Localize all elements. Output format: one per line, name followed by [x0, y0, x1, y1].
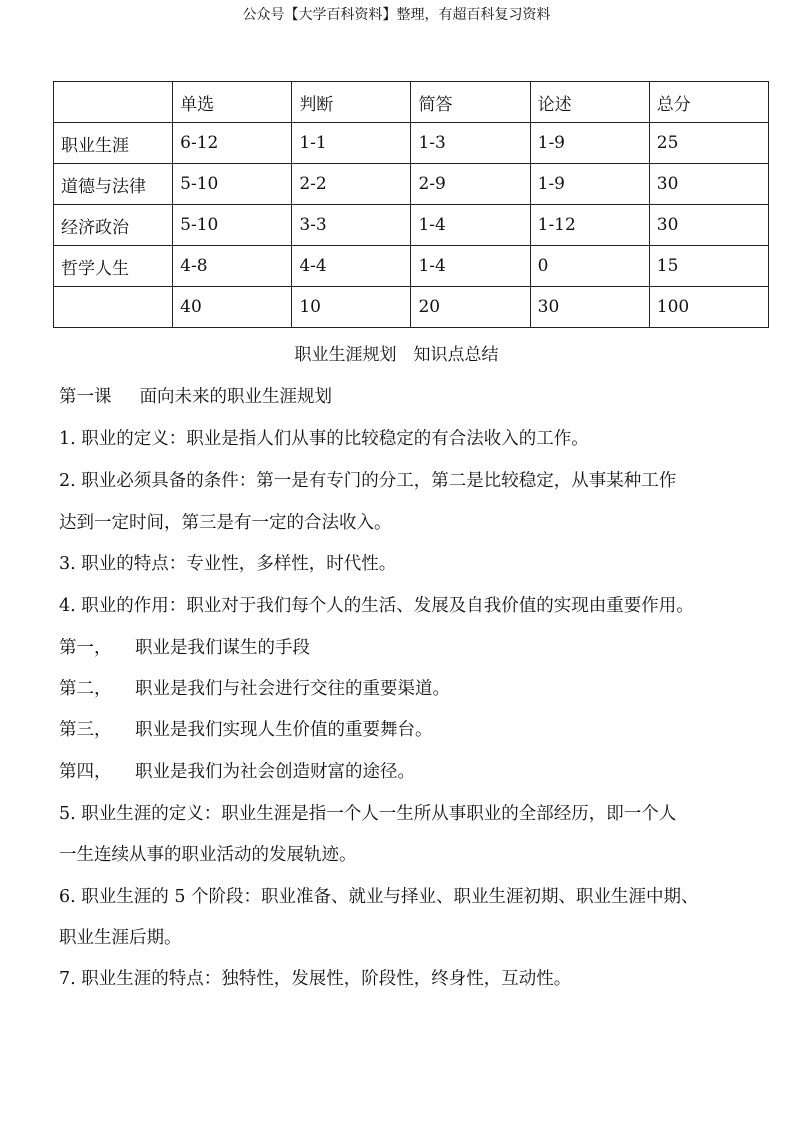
paragraph-line: 7. 职业生涯的特点：独特性，发展性，阶段性，终身性，互动性。	[59, 969, 572, 989]
page-header: 公众号【大学百科资料】整理，有超百科复习资料	[242, 7, 551, 23]
table-cell: 4-8	[173, 246, 292, 287]
paragraph-line: 2. 职业必须具备的条件：第一是有专门的分工，第二是比较稳定，从事某种工作	[59, 471, 677, 491]
table-cell: 1-4	[411, 205, 530, 246]
paragraph-line: 达到一定时间，第三是有一定的合法收入。	[59, 513, 392, 533]
paragraph-line: 5. 职业生涯的定义：职业生涯是指一个人一生所从事职业的全部经历，即一个人	[59, 804, 677, 824]
table-row	[54, 246, 769, 287]
table-header-cell: 判断	[292, 82, 411, 123]
paragraph-line: 6. 职业生涯的 5 个阶段：职业准备、就业与择业、职业生涯初期、职业生涯中期、	[59, 887, 699, 907]
sub-point-label: 第四，	[59, 762, 112, 782]
table-cell: 100	[649, 287, 768, 328]
table-cell: 6-12	[173, 123, 292, 164]
table-cell: 1-4	[411, 246, 530, 287]
sub-point-label: 第三，	[59, 720, 112, 740]
table-row	[54, 123, 769, 164]
table-header-cell	[54, 82, 173, 123]
table-cell: 25	[649, 123, 768, 164]
table-cell: 20	[411, 287, 530, 328]
sub-point-text: 职业是我们与社会进行交往的重要渠道。	[135, 679, 450, 699]
table-cell: 30	[530, 287, 649, 328]
table-cell: 1-3	[411, 123, 530, 164]
table-row	[54, 205, 769, 246]
table-cell: 道德与法律	[54, 164, 173, 205]
table-cell: 15	[649, 246, 768, 287]
table-cell: 1-9	[530, 164, 649, 205]
table-header-cell: 论述	[530, 82, 649, 123]
table-total-row	[54, 287, 769, 328]
lesson-name: 面向未来的职业生涯规划	[139, 387, 332, 407]
paragraph-line: 一生连续从事的职业活动的发展轨迹。	[59, 845, 357, 865]
table-cell: 30	[649, 205, 768, 246]
table-cell	[54, 287, 173, 328]
table-cell: 职业生涯	[54, 123, 173, 164]
table-cell: 2-2	[292, 164, 411, 205]
score-distribution-table	[53, 81, 769, 328]
table-cell: 5-10	[173, 205, 292, 246]
table-header-cell: 单选	[173, 82, 292, 123]
table-cell: 经济政治	[54, 205, 173, 246]
table-cell: 哲学人生	[54, 246, 173, 287]
paragraph-line: 3. 职业的特点：专业性，多样性，时代性。	[59, 554, 397, 574]
sub-point	[59, 636, 310, 660]
sub-point-text: 职业是我们为社会创造财富的途径。	[135, 762, 415, 782]
paragraph-line: 职业生涯后期。	[59, 928, 182, 948]
table-cell: 10	[292, 287, 411, 328]
sub-point-text: 职业是我们实现人生价值的重要舞台。	[135, 720, 433, 740]
lesson-heading	[59, 385, 332, 409]
paragraph-line: 4. 职业的作用：职业对于我们每个人的生活、发展及自我价值的实现由重要作用。	[59, 596, 694, 616]
table-row	[54, 164, 769, 205]
table-cell: 2-9	[411, 164, 530, 205]
table-cell: 3-3	[292, 205, 411, 246]
table-cell: 1-12	[530, 205, 649, 246]
sub-point-label: 第一，	[59, 638, 112, 658]
table-cell: 1-1	[292, 123, 411, 164]
document-title: 职业生涯规划 知识点总结	[294, 345, 499, 365]
paragraph-line: 1. 职业的定义：职业是指人们从事的比较稳定的有合法收入的工作。	[59, 429, 589, 449]
sub-point-label: 第二，	[59, 679, 112, 699]
table-cell: 30	[649, 164, 768, 205]
table-cell: 40	[173, 287, 292, 328]
sub-point	[59, 718, 433, 742]
sub-point-text: 职业是我们谋生的手段	[135, 638, 310, 658]
sub-point	[59, 760, 415, 784]
sub-point	[59, 677, 450, 701]
table-header-cell: 简答	[411, 82, 530, 123]
lesson-label: 第一课	[59, 387, 112, 407]
table-cell: 1-9	[530, 123, 649, 164]
table-header-row	[54, 82, 769, 123]
table-header-cell: 总分	[649, 82, 768, 123]
table-cell: 5-10	[173, 164, 292, 205]
table-cell: 0	[530, 246, 649, 287]
table-cell: 4-4	[292, 246, 411, 287]
